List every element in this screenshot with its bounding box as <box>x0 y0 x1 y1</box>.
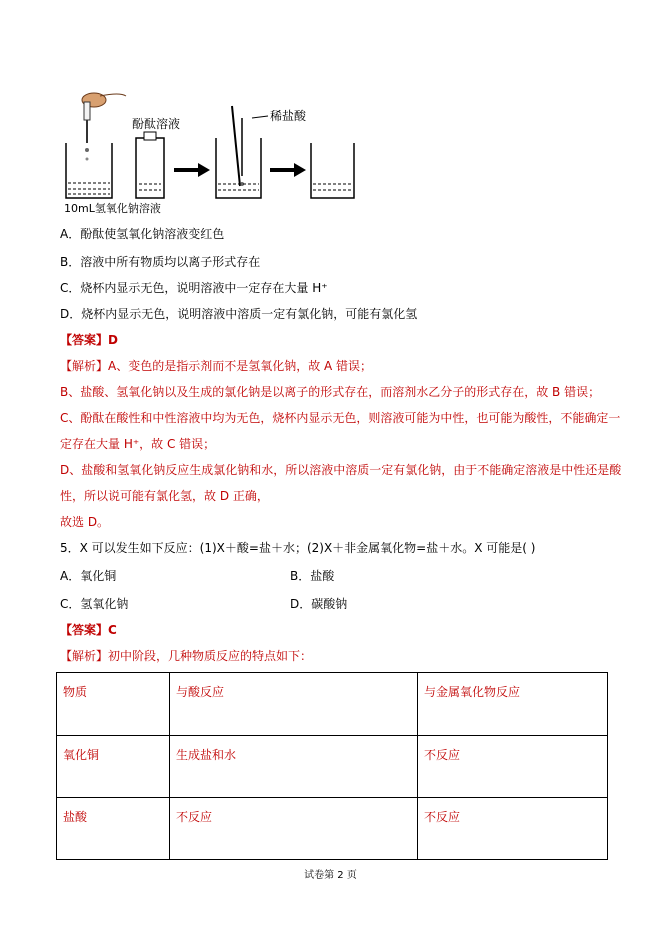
q4-analysis-line-2: B、盐酸、氢氧化钠以及生成的氯化钠是以离子的形式存在，而溶剂水乙分子的形式存在，故 B 错误； <box>60 385 601 399</box>
q4-analysis-line-7: 故选 D。 <box>60 515 110 529</box>
table-cell: 盐酸 <box>57 798 170 860</box>
beaker-1 <box>66 143 112 198</box>
reaction-table <box>56 672 608 860</box>
q4-option-c: C．烧杯内显示无色，说明溶液中一定存在大量 H⁺ <box>60 281 328 295</box>
dropper-hand-icon <box>82 93 126 161</box>
table-row <box>57 736 608 798</box>
q4-option-b: B．溶液中所有物质均以离子形式存在 <box>60 255 261 269</box>
experiment-diagram <box>56 88 356 218</box>
arrow-1-icon <box>174 163 210 177</box>
q5-answer: 【答案】C <box>60 623 117 637</box>
q4-option-d: D．烧杯内显示无色，说明溶液中溶质一定有氯化钠，可能有氯化氢 <box>60 307 418 321</box>
table-cell: 不反应 <box>418 736 608 798</box>
table-cell: 不反应 <box>418 798 608 860</box>
table-cell: 氧化铜 <box>57 736 170 798</box>
q4-analysis-line-3: C、酚酞在酸性和中性溶液中均为无色，烧杯内显示无色，则溶液可能为中性，也可能为酸性，不能确定一 <box>60 411 621 425</box>
q5-option-d: D．碳酸钠 <box>290 597 348 611</box>
q4-analysis-line-5: D、盐酸和氢氧化钠反应生成氯化钠和水，所以溶液中溶质一定有氯化钠，由于不能确定溶液是中性还是酸 <box>60 463 622 477</box>
indicator-bottle <box>136 132 164 198</box>
q4-option-a: A．酚酞使氢氧化钠溶液变红色 <box>60 227 225 241</box>
indicator-label: 酚酞溶液 <box>132 117 181 131</box>
q5-option-a: A．氧化铜 <box>60 569 117 583</box>
q5-option-c: C．氢氧化钠 <box>60 597 129 611</box>
q4-analysis-line-6: 性，所以说可能有氯化氢，故 D 正确， <box>60 489 269 503</box>
acid-label: 稀盐酸 <box>270 109 307 123</box>
table-header-cell: 物质 <box>57 673 170 736</box>
table-header-cell: 与金属氧化物反应 <box>418 673 608 736</box>
arrow-2-icon <box>270 163 306 177</box>
table-row <box>57 798 608 860</box>
q4-analysis-line-4: 定存在大量 H⁺，故 C 错误； <box>60 437 216 451</box>
table-cell: 不反应 <box>170 798 418 860</box>
experiment-figure <box>56 88 356 218</box>
beaker-3 <box>311 143 354 198</box>
q4-analysis-line-1: 【解析】A、变色的是指示剂而不是氢氧化钠，故 A 错误； <box>60 359 373 373</box>
table-header-row <box>57 673 608 736</box>
base-label: 10mL氢氧化钠溶液 <box>64 202 161 215</box>
table-header-cell: 与酸反应 <box>170 673 418 736</box>
q5-analysis: 【解析】初中阶段，几种物质反应的特点如下： <box>60 649 313 663</box>
beaker-2 <box>216 106 268 198</box>
q5-option-b: B．盐酸 <box>290 569 335 583</box>
q5-stem: 5．X 可以发生如下反应：(1)X＋酸=盐＋水；(2)X＋非金属氧化物=盐＋水。X 可能是( ) <box>60 541 536 555</box>
table-cell: 生成盐和水 <box>170 736 418 798</box>
page-footer: 试卷第 2 页 <box>304 870 357 881</box>
q4-answer: 【答案】D <box>60 333 118 347</box>
